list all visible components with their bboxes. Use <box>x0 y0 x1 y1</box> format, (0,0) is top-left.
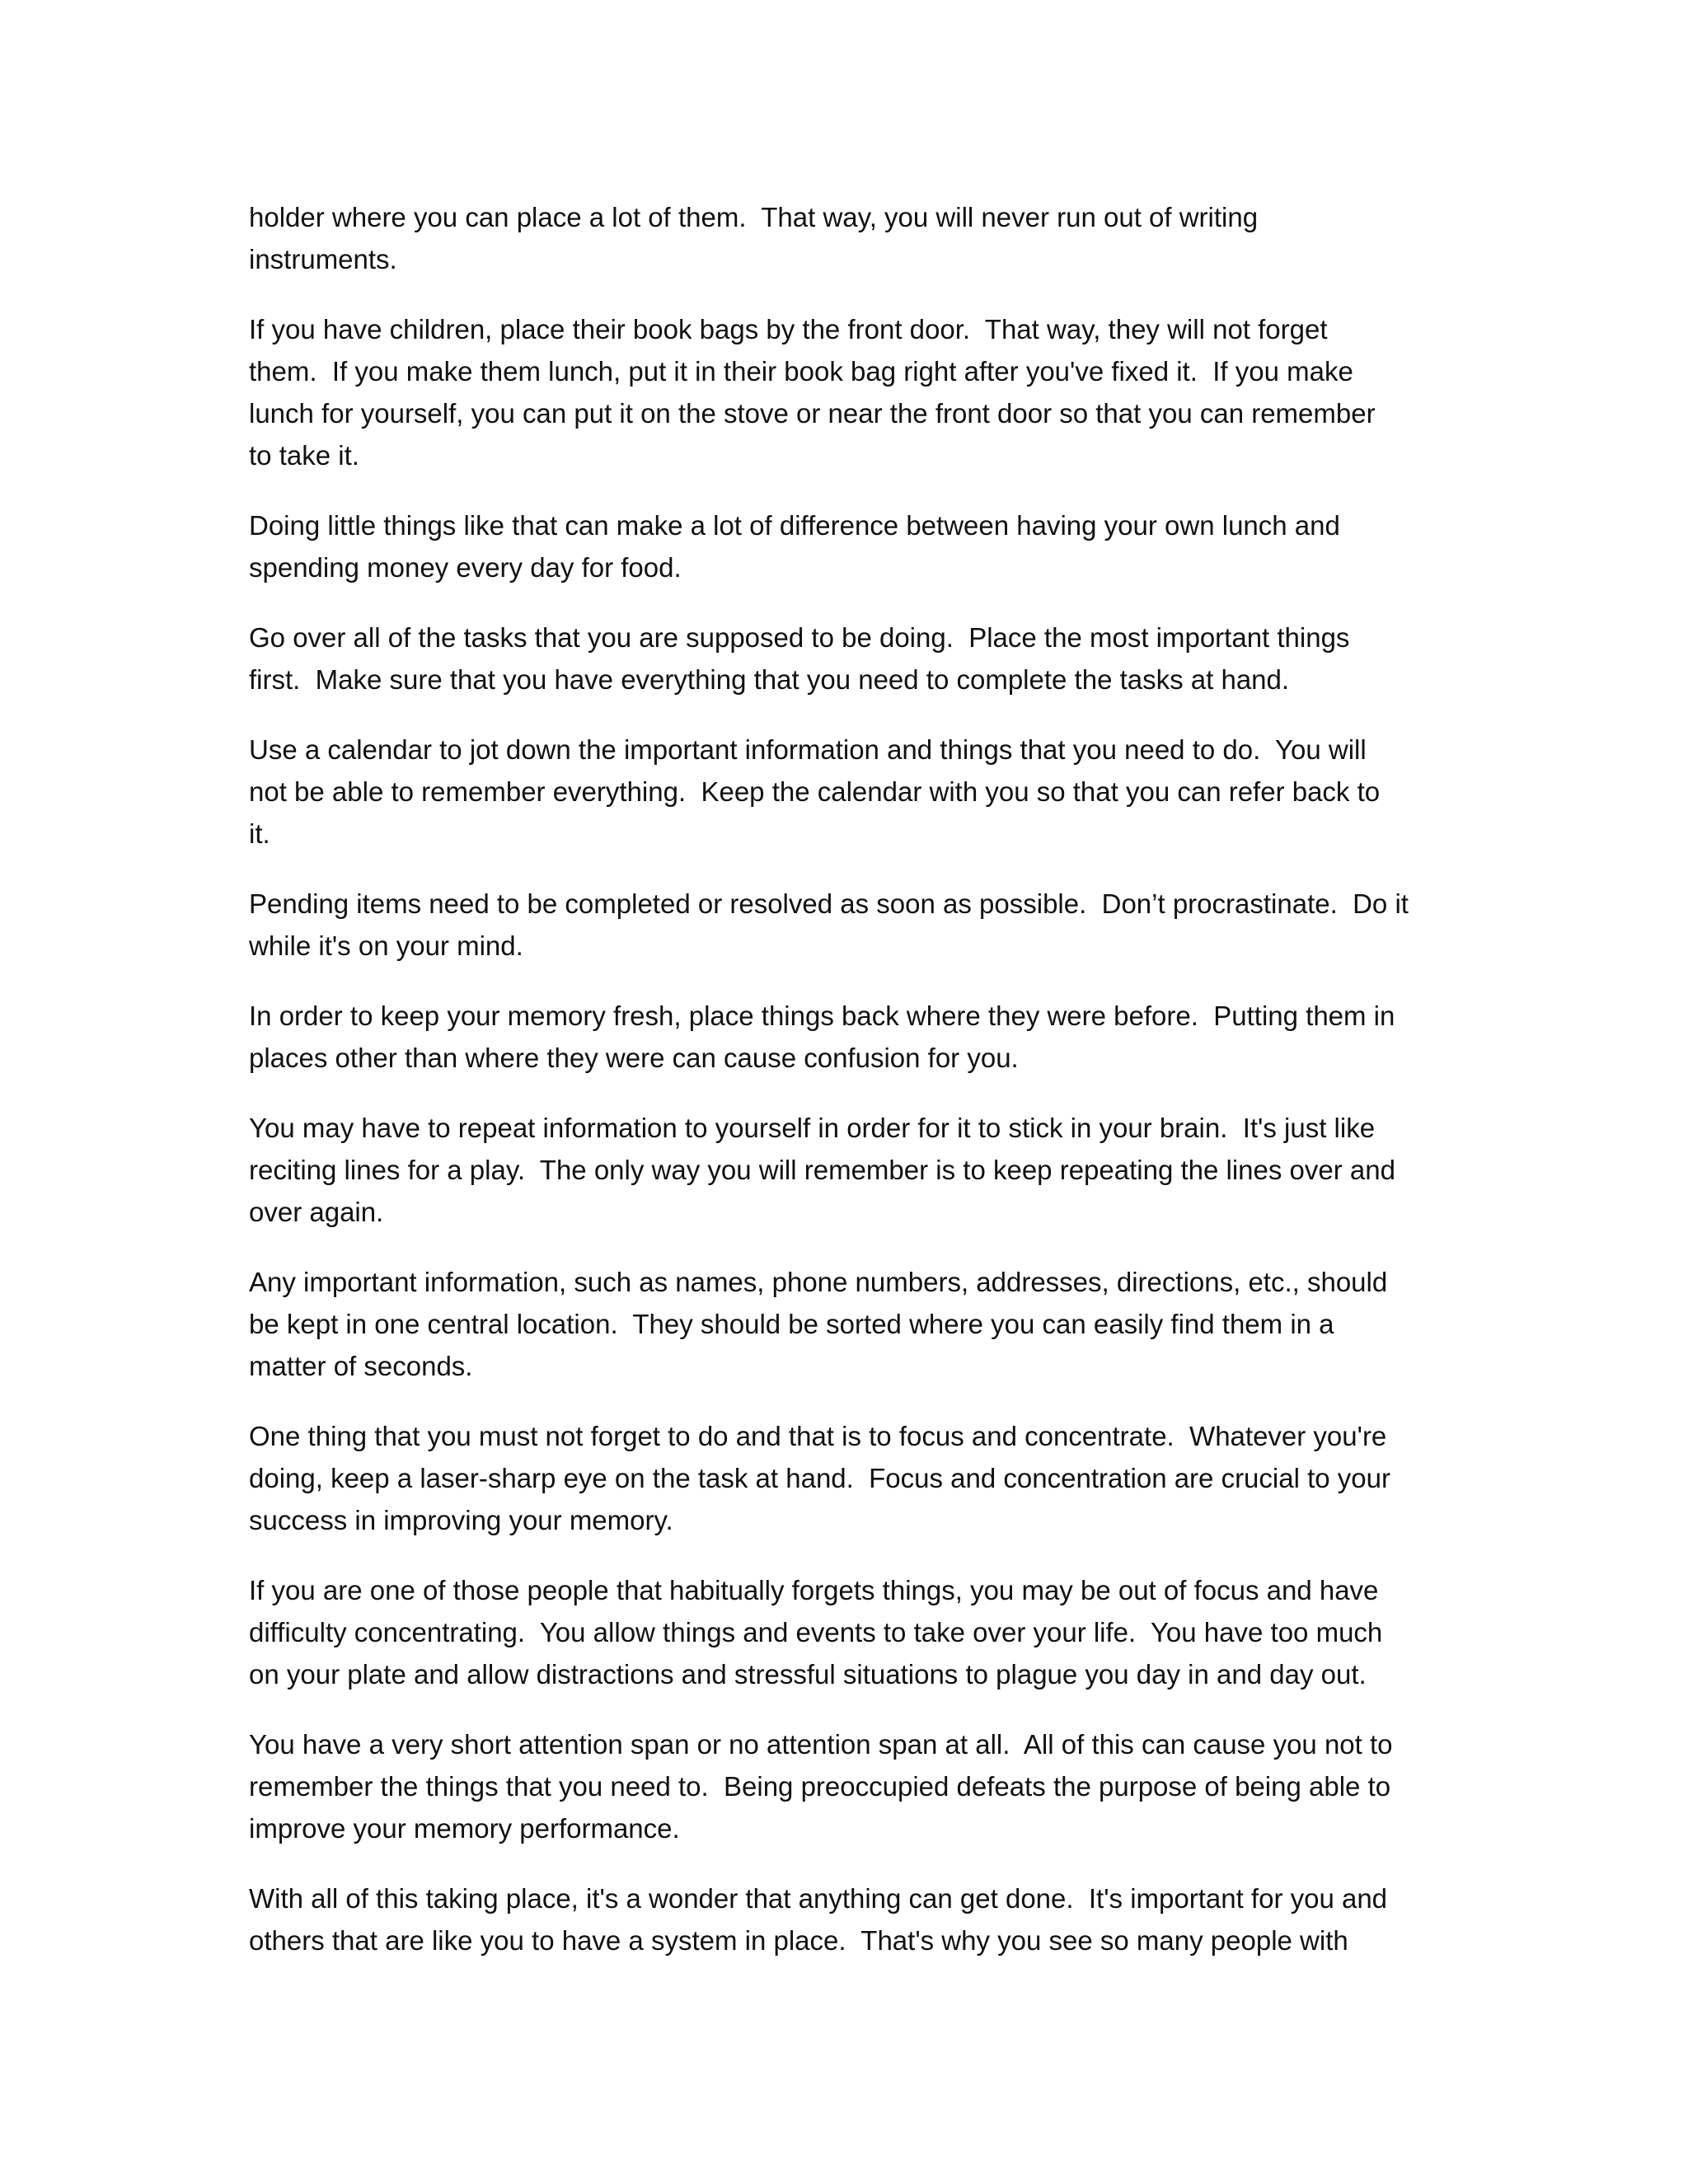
paragraph: You may have to repeat information to yourself in order for it to stick in your brain. It's just like reciting lines for a play. The only way you will remember is to keep repeating the lines over and over again. <box>249 1113 1395 1227</box>
paragraph: Go over all of the tasks that you are supposed to be doing. Place the most important things first. Make sure that you have everything that you need to complete the tasks at hand. <box>249 622 1350 695</box>
paragraph: Doing little things like that can make a lot of difference between having your own lunch and spending money every day for food. <box>249 510 1340 583</box>
paragraph: If you have children, place their book bags by the front door. That way, they will not forget them. If you make them lunch, put it in their book bag right after you've fixed it. If you make lunch for yourself, you can put it on the stove or near the front door so that you can remember to take it. <box>249 314 1376 471</box>
paragraph: If you are one of those people that habitually forgets things, you may be out of focus and have difficulty concentrating. You allow things and events to take over your life. You have too much on your plate and allow distractions and stressful situations to plague you day in and day out. <box>249 1575 1383 1690</box>
paragraph: One thing that you must not forget to do and that is to focus and concentrate. Whatever you're doing, keep a laser-sharp eye on the task at hand. Focus and concentration are crucial to your success in improving your memory. <box>249 1421 1390 1535</box>
paragraph: In order to keep your memory fresh, place things back where they were before. Putting them in places other than where they were can cause confusion for you. <box>249 1001 1395 1073</box>
paragraph: With all of this taking place, it's a wonder that anything can get done. It's important for you and others that are like you to have a system in place. That's why you see so many people with <box>249 1883 1388 1956</box>
paragraph: Use a calendar to jot down the important information and things that you need to do. You will not be able to remember everything. Keep the calendar with you so that you can refer back to it. <box>249 734 1381 849</box>
paragraph: Pending items need to be completed or resolved as soon as possible. Don’t procrastinate. Do it while it's on your mind. <box>249 888 1409 961</box>
document-body <box>249 196 1442 1990</box>
paragraph: holder where you can place a lot of them. That way, you will never run out of writing instruments. <box>249 202 1259 274</box>
paragraph: Any important information, such as names, phone numbers, addresses, directions, etc., should be kept in one central location. They should be sorted where you can easily find them in a matter of seconds. <box>249 1267 1388 1381</box>
paragraph: You have a very short attention span or no attention span at all. All of this can cause you not to remember the things that you need to. Being preoccupied defeats the purpose of being able to improve your memory performance. <box>249 1729 1393 1844</box>
